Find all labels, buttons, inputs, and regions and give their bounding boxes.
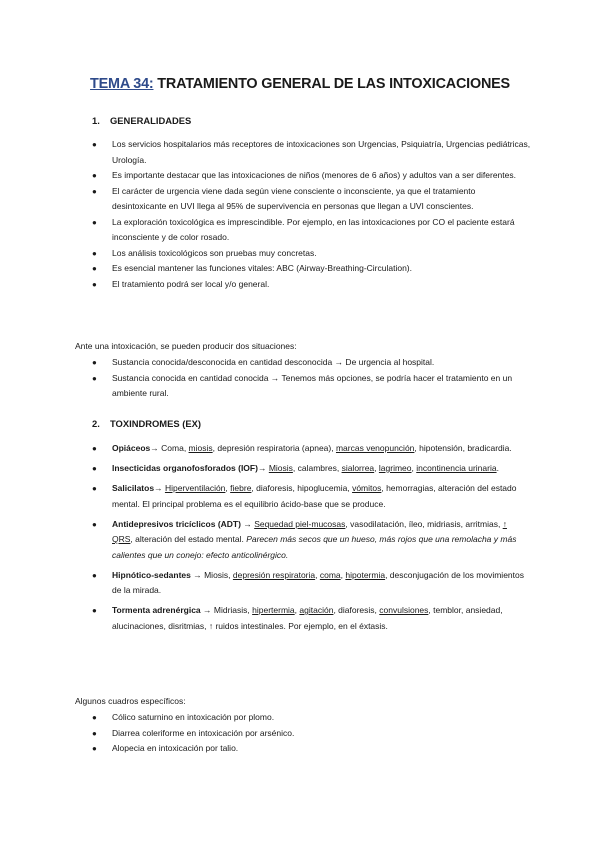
list-item: ● Alopecia en intoxicación por talio. (92, 741, 522, 757)
section-number: 1. (92, 115, 100, 126)
list-item: ● Los análisis toxicológicos son pruebas muy concretas. (92, 246, 532, 262)
section-2-heading (92, 418, 201, 429)
bullet-icon: ● (92, 140, 97, 149)
bullet-icon: ● (92, 279, 97, 289)
toxindrome-iof: ● Insecticidas organofosforados (IOF)→ Miosis, calambres, sialorrea, lagrimeo, incontinencia urinaria. (92, 461, 529, 477)
bullet-icon: ● (92, 484, 97, 493)
toxindrome-opiaceos: ● Opiáceos→ Coma, miosis, depresión respiratoria (apnea), marcas venopunción, hipotensión, bradicardia. (92, 441, 529, 457)
list-item: ● Es esencial mantener las funciones vitales: ABC (Airway-Breathing-Circulation). (92, 261, 532, 277)
bullet-icon: ● (92, 186, 97, 196)
bullet-icon: ● (92, 358, 97, 367)
bullet-icon: ● (92, 606, 97, 615)
section-title: TOXINDROMES (EX) (110, 418, 201, 429)
list-item: ● Sustancia conocida/desconocida en cantidad desconocida → De urgencia al hospital. (92, 355, 522, 371)
toxindrome-tormenta-adrenergica: ● Tormenta adrenérgica → Midriasis, hipertermia, agitación, diaforesis, convulsiones, temblor, ansiedad, alucinaciones, disritmias, ↑ ruidos intestinales. Por ejemplo, en el éxtasis. (92, 605, 503, 631)
situations-intro: Ante una intoxicación, se pueden producir dos situaciones: (75, 341, 297, 351)
title-text: TRATAMIENTO GENERAL DE LAS INTOXICACIONES (153, 76, 510, 92)
page-title (0, 76, 600, 92)
bullet-icon: ● (92, 171, 97, 180)
specific-intro: Algunos cuadros específicos: (75, 696, 186, 706)
list-item: ● El tratamiento podrá ser local y/o general. (92, 277, 532, 293)
bullet-icon: ● (92, 373, 97, 383)
toxindrome-hipnotico-sedantes: ● Hipnótico-sedantes → Miosis, depresión respiratoria, coma, hipotermia, desconjugación de los movimientos de la mirada. (92, 569, 524, 595)
bullet-icon: ● (92, 464, 97, 473)
situations-list (92, 355, 522, 402)
bullet-icon: ● (92, 519, 97, 529)
toxindrome-salicilatos: ● Salicilatos→ Hiperventilación, fiebre, diaforesis, hipoglucemia, vómitos, hemorragias, alteración del estado mental. El principal problema es el equilibrio ácido-base que se produce. (92, 483, 517, 509)
list-item: ● Cólico saturnino en intoxicación por plomo. (92, 710, 522, 726)
toxindromes-list (92, 441, 529, 639)
list-item: ● Es importante destacar que las intoxicaciones de niños (menores de 6 años) y adultos van a ser diferentes. (92, 168, 532, 184)
list-item: ● La exploración toxicológica es imprescindible. Por ejemplo, en las intoxicaciones por CO el paciente estará inconsciente y de color rosado. (92, 216, 515, 242)
section-title: GENERALIDADES (110, 115, 192, 126)
bullet-icon: ● (92, 264, 97, 273)
bullet-icon: ● (92, 713, 97, 722)
bullet-icon: ● (92, 728, 97, 738)
bullet-icon: ● (92, 248, 97, 258)
title-tema-label: TEMA 34: (90, 76, 154, 92)
list-item: ● Sustancia conocida en cantidad conocida → Tenemos más opciones, se podría hacer el tratamiento en un ambiente rural. (92, 372, 513, 398)
list-item: ● El carácter de urgencia viene dada según viene consciente o inconsciente, ya que el tratamiento desintoxicante en UVI llega al 95% de supervivencia en personas que llegan a UVI conscientes. (92, 185, 476, 211)
section-1-heading (92, 115, 191, 126)
list-item: ● Diarrea coleriforme en intoxicación por arsénico. (92, 726, 522, 742)
bullet-icon: ● (92, 744, 97, 753)
specific-list (92, 710, 522, 757)
bullet-icon: ● (92, 217, 97, 227)
generalidades-list (92, 137, 532, 292)
list-item: ● Los servicios hospitalarios más receptores de intoxicaciones son Urgencias, Psiquiatría, Urgencias pediátricas, Urología. (92, 139, 531, 165)
bullet-icon: ● (92, 444, 97, 453)
toxindrome-adt: ● Antidepresivos tricíclicos (ADT) → Sequedad piel-mucosas, vasodilatación, íleo, midriasis, arritmias, ↑ QRS, alteración del estado mental. Parecen más secos que un hueso, más rojos que una remolacha y más calientes que un conejo: efecto anticolinérgico. (92, 518, 517, 560)
section-number: 2. (92, 418, 100, 429)
bullet-icon: ● (92, 570, 97, 580)
